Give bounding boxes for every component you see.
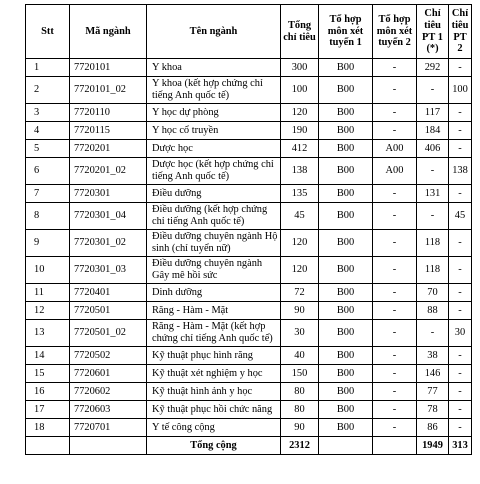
header-quota-total: Tổng chỉ tiêu [281, 5, 319, 59]
cell-combo-2: - [373, 419, 417, 437]
cell-code: 7720501_02 [70, 320, 147, 347]
cell-quota-total: 45 [281, 203, 319, 230]
cell-name: Điều dưỡng [147, 185, 281, 203]
cell-name: Y học cổ truyền [147, 122, 281, 140]
cell-quota-total: 40 [281, 347, 319, 365]
cell-quota-pt1: - [417, 320, 449, 347]
cell-quota-pt2: 138 [449, 158, 472, 185]
cell-quota-total: 80 [281, 383, 319, 401]
cell-combo-2: - [373, 347, 417, 365]
cell-stt: 17 [26, 401, 70, 419]
table-row [26, 383, 472, 401]
cell-quota-pt1: 406 [417, 140, 449, 158]
cell-code: 7720603 [70, 401, 147, 419]
cell-combo-2: - [373, 185, 417, 203]
total-cell-empty-stt [26, 437, 70, 455]
cell-quota-total: 138 [281, 158, 319, 185]
header-quota-pt1: Chỉ tiêu PT 1 (*) [417, 5, 449, 59]
header-stt: Stt [26, 5, 70, 59]
cell-combo-1: B00 [319, 401, 373, 419]
cell-quota-pt1: 77 [417, 383, 449, 401]
table-row [26, 185, 472, 203]
cell-quota-total: 90 [281, 419, 319, 437]
cell-quota-total: 190 [281, 122, 319, 140]
cell-quota-pt2: - [449, 302, 472, 320]
cell-quota-pt1: 88 [417, 302, 449, 320]
cell-quota-total: 100 [281, 77, 319, 104]
table-row [26, 257, 472, 284]
cell-code: 7720101 [70, 59, 147, 77]
table-body [26, 59, 472, 455]
cell-name: Điều dưỡng (kết hợp chứng chỉ tiếng Anh quốc tế) [147, 203, 281, 230]
cell-quota-pt2: - [449, 365, 472, 383]
cell-code: 7720201 [70, 140, 147, 158]
cell-combo-2: A00 [373, 158, 417, 185]
cell-quota-pt2: - [449, 140, 472, 158]
cell-quota-pt1: 184 [417, 122, 449, 140]
cell-name: Điều dưỡng chuyên ngành Gây mê hồi sức [147, 257, 281, 284]
cell-quota-total: 120 [281, 257, 319, 284]
cell-combo-1: B00 [319, 104, 373, 122]
cell-stt: 3 [26, 104, 70, 122]
cell-quota-pt2: - [449, 122, 472, 140]
cell-name: Răng - Hàm - Mặt (kết hợp chứng chỉ tiếng Anh quốc tế) [147, 320, 281, 347]
cell-stt: 4 [26, 122, 70, 140]
cell-quota-pt2: - [449, 59, 472, 77]
cell-stt: 10 [26, 257, 70, 284]
cell-combo-1: B00 [319, 284, 373, 302]
cell-combo-2: - [373, 203, 417, 230]
table-total-row [26, 437, 472, 455]
table-header-row [26, 5, 472, 59]
table-row [26, 158, 472, 185]
cell-quota-pt2: - [449, 419, 472, 437]
header-name: Tên ngành [147, 5, 281, 59]
cell-combo-2: - [373, 365, 417, 383]
cell-quota-total: 72 [281, 284, 319, 302]
cell-name: Dược học (kết hợp chứng chỉ tiếng Anh quốc tế) [147, 158, 281, 185]
table-row [26, 401, 472, 419]
cell-quota-total: 412 [281, 140, 319, 158]
cell-code: 7720602 [70, 383, 147, 401]
total-label: Tổng cộng [147, 437, 281, 455]
header-quota-pt2: Chỉ tiêu PT 2 [449, 5, 472, 59]
cell-combo-1: B00 [319, 257, 373, 284]
table-row [26, 302, 472, 320]
cell-quota-pt1: - [417, 203, 449, 230]
cell-combo-2: - [373, 230, 417, 257]
cell-quota-pt1: 38 [417, 347, 449, 365]
cell-combo-1: B00 [319, 203, 373, 230]
cell-combo-1: B00 [319, 320, 373, 347]
admission-quota-table [25, 4, 472, 455]
cell-quota-total: 135 [281, 185, 319, 203]
cell-quota-pt1: 86 [417, 419, 449, 437]
table-row [26, 140, 472, 158]
cell-quota-pt1: 117 [417, 104, 449, 122]
table-row [26, 122, 472, 140]
cell-quota-total: 80 [281, 401, 319, 419]
cell-stt: 16 [26, 383, 70, 401]
cell-quota-pt1: 131 [417, 185, 449, 203]
cell-code: 7720601 [70, 365, 147, 383]
cell-code: 7720201_02 [70, 158, 147, 185]
total-cell-empty-combo2 [373, 437, 417, 455]
cell-code: 7720301_02 [70, 230, 147, 257]
cell-code: 7720502 [70, 347, 147, 365]
cell-quota-pt2: - [449, 401, 472, 419]
cell-combo-1: B00 [319, 302, 373, 320]
table-row [26, 203, 472, 230]
cell-name: Y khoa (kết hợp chứng chỉ tiếng Anh quốc tế) [147, 77, 281, 104]
cell-quota-pt2: 45 [449, 203, 472, 230]
total-quota-pt2: 313 [449, 437, 472, 455]
cell-quota-total: 120 [281, 104, 319, 122]
total-cell-empty-combo1 [319, 437, 373, 455]
total-quota-pt1: 1949 [417, 437, 449, 455]
table-row [26, 230, 472, 257]
cell-code: 7720301_04 [70, 203, 147, 230]
cell-quota-pt1: 118 [417, 230, 449, 257]
cell-stt: 7 [26, 185, 70, 203]
table-row [26, 104, 472, 122]
cell-combo-1: B00 [319, 365, 373, 383]
cell-quota-pt2: - [449, 185, 472, 203]
cell-quota-total: 90 [281, 302, 319, 320]
cell-name: Y khoa [147, 59, 281, 77]
table-row [26, 347, 472, 365]
cell-stt: 12 [26, 302, 70, 320]
cell-quota-total: 150 [281, 365, 319, 383]
cell-code: 7720701 [70, 419, 147, 437]
cell-combo-1: B00 [319, 140, 373, 158]
cell-stt: 8 [26, 203, 70, 230]
cell-quota-pt2: 100 [449, 77, 472, 104]
cell-quota-pt2: - [449, 257, 472, 284]
cell-code: 7720115 [70, 122, 147, 140]
cell-combo-1: B00 [319, 185, 373, 203]
cell-quota-pt1: 292 [417, 59, 449, 77]
cell-name: Dinh dưỡng [147, 284, 281, 302]
total-quota: 2312 [281, 437, 319, 455]
cell-quota-pt1: 146 [417, 365, 449, 383]
cell-quota-pt2: - [449, 383, 472, 401]
cell-combo-2: - [373, 59, 417, 77]
cell-combo-2: - [373, 284, 417, 302]
table-row [26, 59, 472, 77]
cell-stt: 6 [26, 158, 70, 185]
cell-quota-pt2: - [449, 230, 472, 257]
cell-stt: 1 [26, 59, 70, 77]
cell-quota-total: 120 [281, 230, 319, 257]
cell-quota-total: 300 [281, 59, 319, 77]
cell-combo-2: A00 [373, 140, 417, 158]
cell-code: 7720101_02 [70, 77, 147, 104]
cell-stt: 11 [26, 284, 70, 302]
cell-combo-2: - [373, 104, 417, 122]
cell-name: Dược học [147, 140, 281, 158]
cell-code: 7720110 [70, 104, 147, 122]
cell-combo-1: B00 [319, 122, 373, 140]
cell-code: 7720501 [70, 302, 147, 320]
cell-quota-pt1: 70 [417, 284, 449, 302]
cell-combo-2: - [373, 401, 417, 419]
cell-name: Điều dưỡng chuyên ngành Hộ sinh (chỉ tuyển nữ) [147, 230, 281, 257]
table-row [26, 77, 472, 104]
table-row [26, 365, 472, 383]
cell-quota-pt2: - [449, 104, 472, 122]
total-cell-empty-code [70, 437, 147, 455]
cell-combo-1: B00 [319, 77, 373, 104]
cell-combo-1: B00 [319, 347, 373, 365]
cell-name: Răng - Hàm - Mặt [147, 302, 281, 320]
cell-stt: 13 [26, 320, 70, 347]
cell-quota-pt1: - [417, 158, 449, 185]
cell-quota-pt2: - [449, 347, 472, 365]
admission-quota-table-wrapper [25, 4, 471, 455]
cell-combo-2: - [373, 257, 417, 284]
cell-combo-1: B00 [319, 230, 373, 257]
cell-quota-total: 30 [281, 320, 319, 347]
cell-combo-1: B00 [319, 158, 373, 185]
cell-stt: 18 [26, 419, 70, 437]
cell-name: Kỹ thuật xét nghiệm y học [147, 365, 281, 383]
cell-name: Y tế công cộng [147, 419, 281, 437]
cell-combo-2: - [373, 77, 417, 104]
cell-name: Kỹ thuật hình ảnh y học [147, 383, 281, 401]
cell-stt: 14 [26, 347, 70, 365]
table-row [26, 419, 472, 437]
cell-stt: 2 [26, 77, 70, 104]
cell-stt: 15 [26, 365, 70, 383]
cell-stt: 5 [26, 140, 70, 158]
cell-combo-2: - [373, 122, 417, 140]
cell-combo-2: - [373, 383, 417, 401]
cell-name: Y học dự phòng [147, 104, 281, 122]
cell-combo-2: - [373, 320, 417, 347]
header-combo-2: Tổ hợp môn xét tuyển 2 [373, 5, 417, 59]
cell-stt: 9 [26, 230, 70, 257]
cell-name: Kỹ thuật phục hồi chức năng [147, 401, 281, 419]
header-combo-1: Tổ hợp môn xét tuyển 1 [319, 5, 373, 59]
cell-quota-pt1: - [417, 77, 449, 104]
cell-code: 7720301 [70, 185, 147, 203]
cell-quota-pt2: 30 [449, 320, 472, 347]
table-row [26, 284, 472, 302]
cell-combo-2: - [373, 302, 417, 320]
cell-combo-1: B00 [319, 419, 373, 437]
cell-code: 7720301_03 [70, 257, 147, 284]
cell-quota-pt1: 78 [417, 401, 449, 419]
cell-name: Kỹ thuật phục hình răng [147, 347, 281, 365]
cell-combo-1: B00 [319, 59, 373, 77]
table-row [26, 320, 472, 347]
cell-quota-pt1: 118 [417, 257, 449, 284]
cell-code: 7720401 [70, 284, 147, 302]
cell-quota-pt2: - [449, 284, 472, 302]
header-code: Mã ngành [70, 5, 147, 59]
cell-combo-1: B00 [319, 383, 373, 401]
